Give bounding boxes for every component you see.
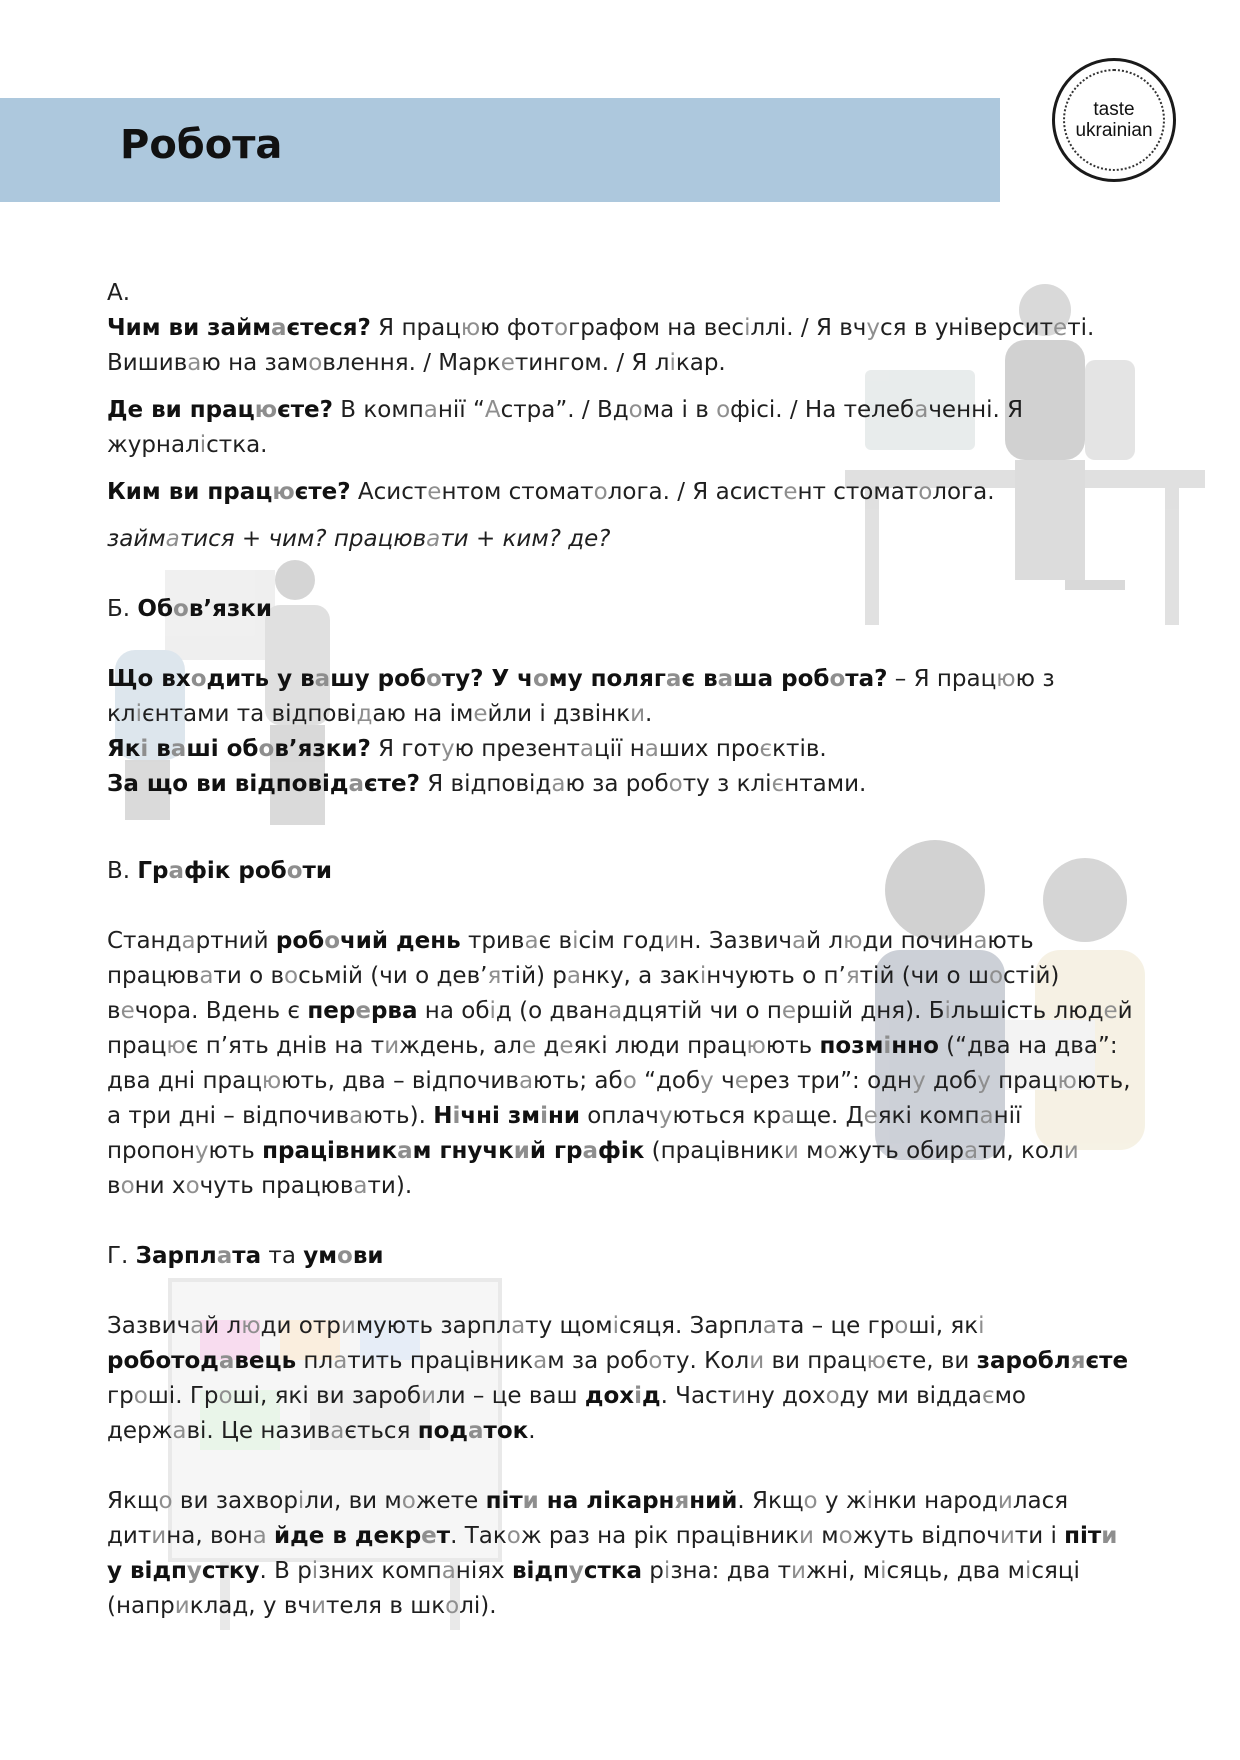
title-banner	[0, 98, 1000, 202]
logo-line-2: ukrainian	[1075, 120, 1153, 141]
section-b-q2-paragraph: Які ваші обов’язки? Я готую презентації наших проєктів.	[107, 736, 827, 762]
section-b-label: Б.	[107, 596, 131, 622]
section-c-label: В.	[107, 858, 131, 884]
section-d-paragraph-1: Зазвичай люди отримують зарплату щомісяця. Зарплата – це гроші, які роботодавець платить працівникам за роботу. Коли ви працюєте, ви заробляєте гроші. Гроші, які ви заробили – це ваш дохід. Частину доходу ми віддаємо державі. Це називається податок.	[107, 1313, 1129, 1444]
section-c-heading: В. Графік роботи	[107, 858, 332, 884]
section-d-heading: Г. Зарплата та умови	[107, 1243, 384, 1269]
section-d-paragraph-2: Якщо ви захворіли, ви можете піти на лікарняний. Якщо у жінки народилася дитина, вона йде в декрет. Також раз на рік працівники можуть відпочити і піти у відпустку. В різних компаніях відпустка різна: два тижні, місяць, два місяці (наприклад, у вчителя в школі).	[107, 1488, 1118, 1619]
page-title: Робота	[120, 122, 283, 168]
taste-ukrainian-logo	[1052, 58, 1176, 182]
section-c-paragraph: Стандартний робочий день триває вісім годин. Зазвичай люди починають працювати о восьмій (чи о дев’ятій) ранку, а закінчують о п’ятій (чи о шостій) вечора. Вдень є перерва на обід (о дванадцятій чи о першій дня). Більшість людей працює п’ять днів на тиждень, але деякі люди працюють позмінно (“два на два”: два дні працюють, два – відпочивають; або “добу через три”: одну добу працюють, а три дні – відпочивають). Нічні зміни оплачуються краще. Деякі компанії пропонують працівникам гнучкий графік (працівники можуть обирати, коли вони хочуть працювати).	[107, 928, 1133, 1199]
logo-line-1: taste	[1093, 99, 1135, 120]
section-d-label: Г.	[107, 1243, 129, 1269]
section-b-q3-paragraph: За що ви відповідаєте? Я відповідаю за роботу з клієнтами.	[107, 771, 867, 797]
section-a-q3-paragraph: Ким ви працюєте? Асистентом стоматолога. / Я асистент стоматолога.	[107, 479, 995, 505]
section-a-label: А.	[107, 280, 131, 306]
section-a-grammar-note: займатися + чим? працювати + ким? де?	[107, 526, 611, 552]
section-b-heading: Б. Обов’язки	[107, 596, 272, 622]
document-body	[107, 276, 1147, 1624]
section-a-q2-paragraph: Де ви працюєте? В компанії “Астра”. / Вдома і в офісі. / На телебаченні. Я журналістка.	[107, 397, 1024, 458]
section-b-q1-paragraph: Що входить у вашу роботу? У чому полягає ваша робота? – Я працюю з клієнтами та відповідаю на імейли і дзвінки.	[107, 666, 1055, 727]
section-a-q1-paragraph: Чим ви займаєтеся? Я працюю фотографом на весіллі. / Я вчуся в університеті. Вишиваю на замовлення. / Маркетингом. / Я лікар.	[107, 315, 1095, 376]
section-d-heading-and: та	[268, 1243, 296, 1269]
